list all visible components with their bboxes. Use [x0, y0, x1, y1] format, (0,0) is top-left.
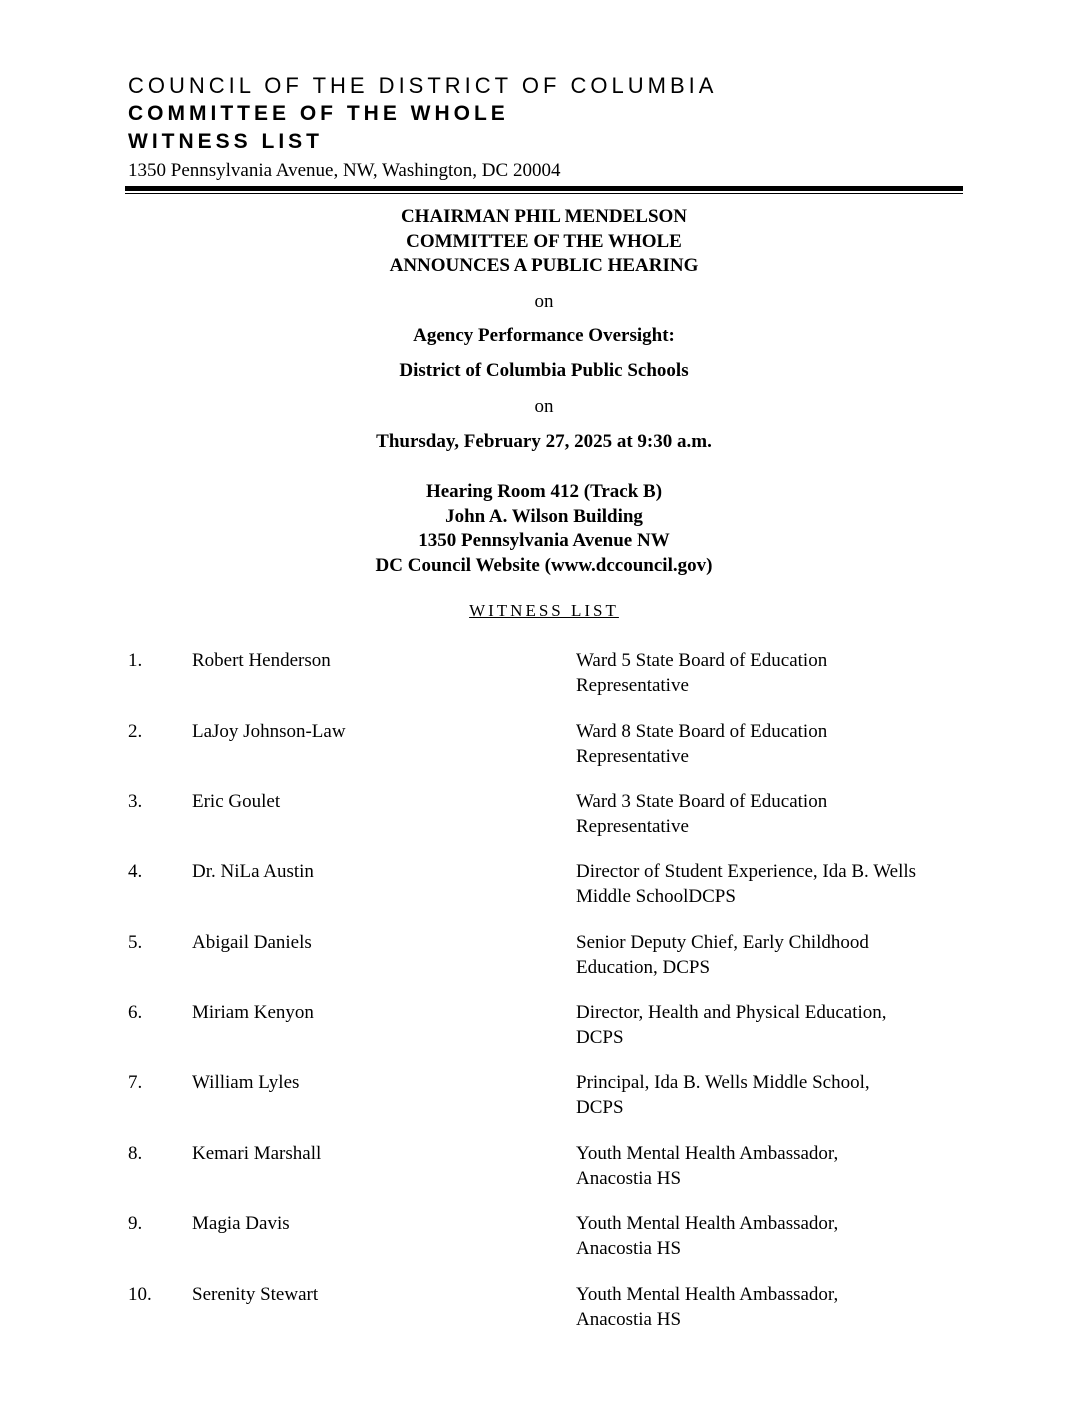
on-text-1: on	[534, 291, 554, 312]
witness-name: William Lyles	[192, 1072, 300, 1093]
witness-title-line-2: Anacostia HS	[576, 1167, 682, 1189]
witness-title-line-1: Principal, Ida B. Wells Middle School,	[576, 1072, 870, 1093]
announcement-header	[0, 205, 1088, 279]
on-text-2: on	[534, 396, 554, 417]
witness-title	[576, 1212, 976, 1261]
announcement-line-1: CHAIRMAN PHIL MENDELSON	[400, 206, 688, 227]
witness-name: Kemari Marshall	[192, 1143, 322, 1164]
witness-title-line-1: Director, Health and Physical Education,	[576, 1002, 887, 1023]
witness-title	[576, 1001, 976, 1050]
witness-title-line-2: DCPS	[576, 1096, 624, 1118]
witness-number: 6.	[128, 1002, 143, 1023]
header-rule-thin	[125, 193, 963, 194]
hearing-datetime: Thursday, February 27, 2025 at 9:30 a.m.	[376, 431, 712, 452]
witness-number: 10.	[128, 1284, 152, 1305]
witness-number: 2.	[128, 721, 143, 742]
witness-title-line-2: Middle SchoolDCPS	[576, 885, 736, 907]
header-rule-thick	[125, 186, 963, 191]
announcement-line-3: ANNOUNCES A PUBLIC HEARING	[389, 255, 699, 276]
location-line-3: 1350 Pennsylvania Avenue NW	[418, 530, 670, 551]
witness-title-line-1: Youth Mental Health Ambassador,	[576, 1213, 839, 1234]
witness-title-line-2: Anacostia HS	[576, 1308, 682, 1330]
witness-title	[576, 860, 976, 909]
witness-name: Magia Davis	[192, 1213, 290, 1234]
witness-number: 8.	[128, 1143, 143, 1164]
witness-title-line-1: Ward 3 State Board of Education	[576, 791, 828, 812]
witness-title-line-1: Director of Student Experience, Ida B. Wells	[576, 861, 917, 882]
witness-title-line-1: Youth Mental Health Ambassador,	[576, 1284, 839, 1305]
witness-name: Abigail Daniels	[192, 932, 312, 953]
witness-title-line-2: Education, DCPS	[576, 956, 711, 978]
witness-title-line-2: Representative	[576, 745, 689, 767]
location-line-1: Hearing Room 412 (Track B)	[425, 481, 663, 502]
witness-title-line-2: Anacostia HS	[576, 1237, 682, 1259]
council-address: 1350 Pennsylvania Avenue, NW, Washington, DC 20004	[128, 160, 561, 181]
witness-name: Miriam Kenyon	[192, 1002, 314, 1023]
witness-title-line-1: Ward 5 State Board of Education	[576, 650, 828, 671]
document-type: WITNESS LIST	[128, 130, 323, 153]
witness-number: 9.	[128, 1213, 143, 1234]
witness-title-line-2: Representative	[576, 674, 689, 696]
witness-title	[576, 931, 976, 980]
letterhead	[128, 72, 968, 184]
location-line-2: John A. Wilson Building	[445, 505, 643, 527]
witness-number: 7.	[128, 1072, 143, 1093]
witness-title	[576, 1142, 976, 1191]
witness-title-line-2: Representative	[576, 815, 689, 837]
witness-title	[576, 649, 976, 698]
witness-title-line-1: Senior Deputy Chief, Early Childhood	[576, 932, 869, 953]
witness-number: 1.	[128, 650, 143, 671]
witness-title	[576, 1071, 976, 1120]
witness-title	[576, 1283, 976, 1332]
hearing-topic-1: Agency Performance Oversight:	[413, 325, 675, 346]
witness-name: Dr. NiLa Austin	[192, 861, 314, 882]
committee-name: COMMITTEE OF THE WHOLE	[128, 102, 509, 125]
hearing-location	[0, 480, 1088, 578]
location-line-4: DC Council Website (www.dccouncil.gov)	[375, 554, 713, 576]
hearing-topic-2: District of Columbia Public Schools	[399, 360, 689, 381]
announcement-line-2: COMMITTEE OF THE WHOLE	[406, 230, 682, 252]
witness-title	[576, 720, 976, 769]
witness-list-heading: WITNESS LIST	[469, 601, 619, 620]
witness-name: Eric Goulet	[192, 791, 281, 812]
witness-number: 4.	[128, 861, 143, 882]
witness-title-line-1: Ward 8 State Board of Education	[576, 721, 828, 742]
witness-number: 3.	[128, 791, 143, 812]
council-name: COUNCIL OF THE DISTRICT OF COLUMBIA	[128, 73, 718, 98]
witness-title	[576, 790, 976, 839]
witness-name: LaJoy Johnson-Law	[192, 721, 346, 742]
witness-name: Robert Henderson	[192, 650, 331, 671]
witness-number: 5.	[128, 932, 143, 953]
witness-title-line-1: Youth Mental Health Ambassador,	[576, 1143, 839, 1164]
witness-title-line-2: DCPS	[576, 1026, 624, 1048]
witness-name: Serenity Stewart	[192, 1284, 319, 1305]
